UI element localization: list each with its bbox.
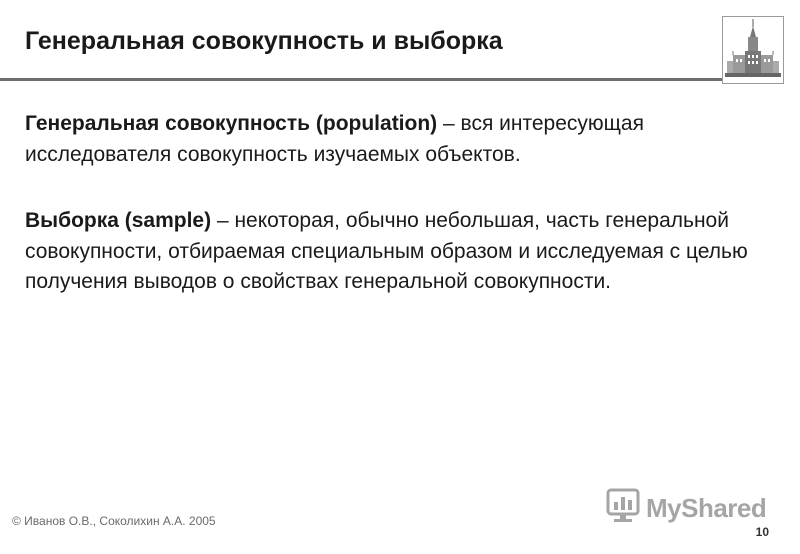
definition-text: – вся интересующая исследователя совокупность изучаемых объектов. [25,112,644,166]
slide-title: Генеральная совокупность и выборка [25,27,503,55]
university-building-icon [722,16,784,84]
sample-definition [25,206,785,298]
definition-term: Генеральная совокупность (population) [25,112,438,135]
page-number: 10 [755,525,769,539]
myshared-logo-icon [606,488,640,529]
watermark-text: MyShared [646,492,767,523]
footer-copyright: © Иванов О.В., Соколихин А.А. 2005 [12,514,216,528]
definition-term: Выборка (sample) [25,209,212,232]
population-definition [25,109,785,170]
watermark [606,488,766,528]
definition-text: – некоторая, обычно небольшая, часть генеральной совокупности, отбираемая специальным образом и исследуемая с целью получения выводов о свойствах генеральной совокупности. [25,209,748,293]
title-divider [0,78,724,81]
